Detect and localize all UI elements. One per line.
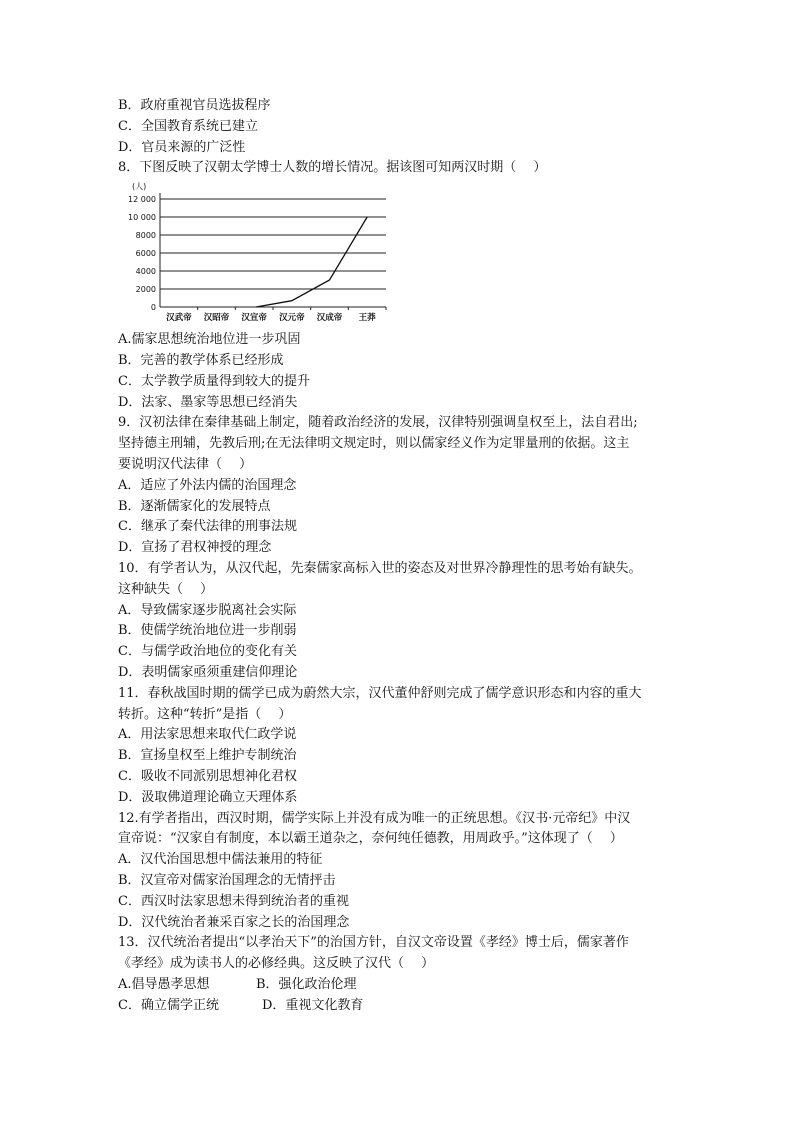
q12-option-c[interactable]: C．西汉时法家思想未得到统治者的重视 — [118, 893, 349, 909]
question-13 — [118, 933, 678, 1016]
q8-option-c[interactable]: C．太学教学质量得到较大的提升 — [118, 373, 310, 389]
q10-stem-line: 10．有学者认为，从汉代起，先秦儒家高标入世的姿态及对世界冷静理性的思考始有缺失。 — [118, 560, 642, 576]
line-chart — [118, 181, 398, 326]
q7-option-b[interactable]: B．政府重视官员选拔程序 — [118, 98, 271, 113]
y-tick-label: 8000 — [135, 231, 156, 241]
question-9 — [118, 413, 678, 559]
q11-option-a[interactable]: A．用法家思想来取代仁政学说 — [118, 727, 297, 743]
q9-option-a[interactable]: A．适应了外法内儒的治国理念 — [118, 477, 297, 493]
x-tick-label: 王莽 — [358, 313, 376, 324]
q11-option-c[interactable]: C．吸收不同派别思想神化君权 — [118, 768, 297, 784]
q10-stem-line: 这种缺失（ ） — [118, 581, 214, 597]
x-tick-label: 汉昭帝 — [203, 313, 230, 324]
q8-chart — [118, 181, 678, 326]
q12-option-d[interactable]: D．汉代统治者兼采百家之长的治国理念 — [118, 914, 350, 930]
y-unit-label: (人) — [132, 182, 147, 192]
q13-option-b[interactable]: B．强化政治伦理 — [256, 976, 357, 992]
q13-option-c[interactable]: C．确立儒学正统 — [118, 997, 219, 1013]
y-tick-label: 0 — [150, 303, 156, 313]
y-tick-label: 10 000 — [128, 213, 156, 223]
q13-stem-line: 13．汉代统治者提出“以孝治天下”的治国方针，自汉文帝设置《孝经》博士后，儒家著作 — [118, 935, 629, 951]
q11-option-b[interactable]: B．宣扬皇权至上维护专制统治 — [118, 748, 297, 764]
q9-option-b[interactable]: B．逐渐儒家化的发展特点 — [118, 498, 271, 514]
q9-stem-line: 9．汉初法律在秦律基础上制定，随着政治经济的发展，汉律特别强调皇权至上，法自君出; — [118, 415, 638, 431]
q8-option-a[interactable]: A.儒家思想统治地位进一步巩固 — [118, 332, 301, 348]
q10-option-b[interactable]: B．使儒学统治地位进一步削弱 — [118, 623, 297, 639]
y-tick-label: 2000 — [135, 285, 156, 295]
q12-stem-line: 宣帝说：“汉家自有制度，本以霸王道杂之，奈何纯任德教，用周政乎。”这体现了（ ） — [118, 831, 623, 847]
y-tick-label: 12 000 — [128, 195, 156, 205]
q11-stem-line: 11．春秋战国时期的儒学已成为蔚然大宗，汉代董仲舒则完成了儒学意识形态和内容的重大 — [118, 685, 642, 701]
q9-stem-line: 坚持德主刑辅，先教后刑;在无法律明文规定时，则以儒家经义作为定罪量刑的依据。这主 — [118, 436, 630, 452]
q8-option-d[interactable]: D．法家、墨家等思想已经消失 — [118, 394, 298, 410]
q11-stem-line: 转折。这种“转折”是指（ ） — [118, 706, 292, 722]
q13-stem-line: 《孝经》成为读书人的必修经典。这反映了汉代（ ） — [118, 956, 435, 972]
exam-page — [118, 96, 678, 1016]
q9-option-c[interactable]: C．继承了秦代法律的刑事法规 — [118, 519, 297, 535]
q10-option-d[interactable]: D．表明儒家亟须重建信仰理论 — [118, 664, 298, 680]
question-11 — [118, 684, 678, 809]
y-tick-label: 4000 — [135, 267, 156, 277]
q12-stem-line: 12.有学者指出，西汉时期，儒学实际上并没有成为唯一的正统思想。《汉书·元帝纪》中汉 — [118, 810, 631, 826]
q11-option-d[interactable]: D．汲取佛道理论确立天理体系 — [118, 789, 298, 805]
q12-option-b[interactable]: B．汉宣帝对儒家治国理念的无情抨击 — [118, 872, 336, 888]
q8-option-b[interactable]: B．完善的教学体系已经形成 — [118, 352, 284, 368]
question-8 — [118, 158, 678, 413]
q7-option-d[interactable]: D．官员来源的广泛性 — [118, 139, 246, 155]
x-tick-label: 汉成帝 — [316, 313, 343, 324]
q7-option-c[interactable]: C．全国教育系统已建立 — [118, 118, 258, 134]
x-tick-label: 汉元帝 — [279, 313, 305, 324]
series-line — [256, 217, 367, 307]
q12-option-a[interactable]: A．汉代治国思想中儒法兼用的特征 — [118, 852, 323, 868]
q9-option-d[interactable]: D．宣扬了君权神授的理念 — [118, 540, 272, 556]
question-10 — [118, 559, 678, 684]
q13-option-a[interactable]: A.倡导愚孝思想 — [118, 976, 210, 992]
q10-option-a[interactable]: A．导致儒家逐步脱离社会实际 — [118, 602, 297, 618]
q10-option-c[interactable]: C．与儒学政治地位的变化有关 — [118, 644, 297, 660]
y-tick-label: 6000 — [135, 249, 156, 259]
q9-stem-line: 要说明汉代法律（ ） — [118, 456, 253, 472]
x-tick-label: 汉武帝 — [166, 313, 192, 324]
q13-options-row-2 — [118, 996, 678, 1017]
q8-stem: 8．下图反映了汉朝太学博士人数的增长情况。据该图可知两汉时期（ ） — [118, 160, 547, 176]
x-tick-label: 汉宣帝 — [241, 313, 267, 324]
q13-option-d[interactable]: D．重视文化教育 — [262, 997, 364, 1013]
q7-options — [118, 96, 678, 158]
question-12 — [118, 809, 678, 934]
q13-options-row-1 — [118, 975, 678, 996]
